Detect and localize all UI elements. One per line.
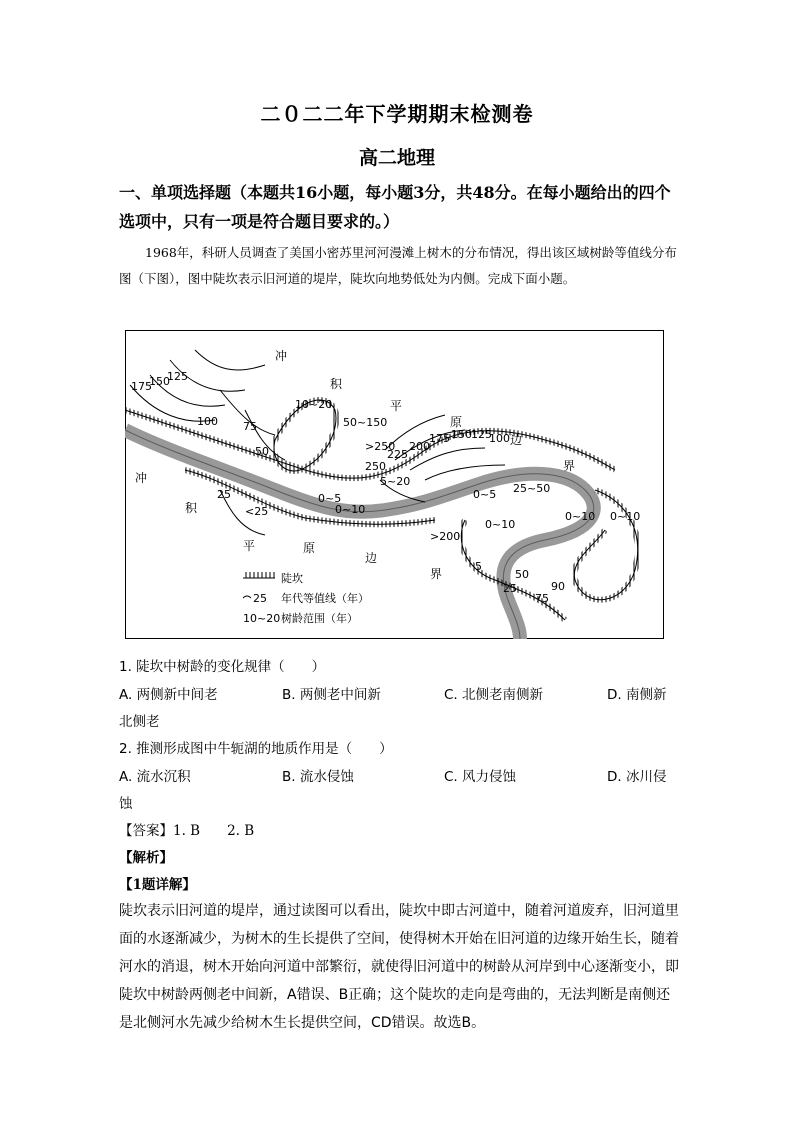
question-1-stem: 1. 陡坎中树龄的变化规律（ ） [119, 659, 326, 675]
region-label-chong-1: 冲 [275, 349, 288, 363]
age-range-label: 5~20 [380, 475, 411, 488]
contour-label: 50 [255, 445, 269, 458]
intro-paragraph: 1968年，科研人员调查了美国小密苏里河河漫滩上树木的分布情况，得出该区域树龄等值线分布图（下图），图中陡坎表示旧河道的堤岸，陡坎向地势低处为内侧。完成下面小题。 [119, 245, 677, 286]
region-label-ji-1: 积 [330, 377, 343, 391]
age-range-label: >250 [365, 440, 396, 453]
contour-label: 150 [149, 375, 170, 388]
age-range-label: 10~20 [295, 398, 333, 411]
contour-label: 100 [489, 432, 510, 445]
question-2-option-d[interactable]: D. 冰川侵 [607, 769, 667, 785]
detail-label: 【1题详解】 [119, 877, 196, 893]
region-label-chong-2: 冲 [135, 471, 148, 485]
question-2-option-c[interactable]: C. 风力侵蚀 [444, 769, 517, 785]
contour-label: 150 [451, 428, 472, 441]
age-range-label: 0~5 [318, 492, 342, 505]
contour-label: 25 [503, 582, 517, 595]
age-range-label: 0~5 [473, 488, 497, 501]
region-label-ji-2: 积 [185, 501, 198, 515]
explanation-text: 陡坎表示旧河道的堤岸，通过读图可以看出，陡坎中即古河道中，随着河道废弃，旧河道里面的水逐渐减少，为树木的生长提供了空间，使得树木开始在旧河道的边缘开始生长，随着河水的消退，树木开始向河道中部繁衍，就使得旧河道中的树龄从河岸到中心逐渐变小，即陡坎中树龄两侧老中间新，A错误、B正确；这个陡坎的走向是弯曲的，无法判断是南侧还是北侧河水先减少给树木生长提供空间，CD错误。故选B。 [119, 903, 679, 1031]
age-range-label: 0~10 [610, 510, 641, 523]
region-label-yuan-1: 原 [450, 415, 463, 429]
region-label-bian-1: 边 [510, 433, 523, 447]
question-2-option-b[interactable]: B. 流水侵蚀 [282, 769, 354, 785]
contour-label: 25 [217, 488, 231, 501]
contour-label: 200 [409, 440, 430, 453]
question-2-stem: 2. 推测形成图中牛轭湖的地质作用是（ ） [119, 741, 393, 757]
contour-label: 175 [131, 380, 152, 393]
region-label-jie-1: 界 [563, 459, 576, 473]
legend-age-sample: 10~20 [243, 612, 281, 625]
question-1-option-b[interactable]: B. 两侧老中间新 [282, 687, 381, 703]
legend-contour-sample: 25 [253, 592, 267, 605]
contour-label: 175 [429, 432, 450, 445]
question-1-option-d-wrap: 北侧老 [119, 714, 160, 730]
contour-label: 100 [197, 415, 218, 428]
contour-label: 75 [243, 420, 257, 433]
region-label-ping-1: 平 [390, 399, 403, 413]
contour-label: 75 [535, 592, 549, 605]
age-range-label: <25 [245, 505, 269, 518]
answer-line: 【答案】1. B 2. B [119, 823, 255, 839]
age-range-label: 0~10 [335, 503, 366, 516]
legend-scarp-label: 陡坎 [281, 572, 303, 585]
legend-age-label: 树龄范围（年） [281, 612, 358, 625]
page-subtitle: 高二地理 [358, 147, 435, 169]
page-title: 二０二二年下学期期末检测卷 [260, 102, 534, 126]
question-1-option-a[interactable]: A. 两侧新中间老 [119, 687, 218, 703]
contour-label: 50 [515, 568, 529, 581]
age-range-label: 0~10 [485, 518, 516, 531]
tree-age-contour-map [125, 330, 664, 639]
analysis-label: 【解析】 [119, 850, 173, 866]
contour-label: 250 [365, 460, 386, 473]
question-1-option-c[interactable]: C. 北侧老南侧新 [444, 687, 544, 703]
region-label-bian-2: 边 [365, 551, 378, 565]
age-range-label: 50~150 [343, 416, 388, 429]
contour-label: 5 [475, 560, 482, 573]
question-2-option-d-wrap: 蚀 [119, 796, 133, 812]
age-range-label: 25~50 [513, 482, 551, 495]
legend-contour-label: 年代等值线（年） [281, 592, 369, 605]
section-heading: 一、单项选择题（本题共16小题，每小题3分，共48分。在每小题给出的四个选项中，只有一项是符合题目要求的。） [119, 183, 671, 231]
age-range-label: >200 [430, 530, 461, 543]
question-1-option-d[interactable]: D. 南侧新 [607, 687, 667, 703]
contour-label: 125 [167, 370, 188, 383]
region-label-yuan-2: 原 [303, 541, 316, 555]
contour-label: 225 [387, 448, 408, 461]
contour-label: 90 [551, 580, 565, 593]
region-label-ping-2: 平 [243, 539, 256, 553]
contour-label: 125 [471, 428, 492, 441]
question-2-option-a[interactable]: A. 流水沉积 [119, 769, 191, 785]
region-label-jie-2: 界 [430, 567, 443, 581]
age-range-label: 0~10 [565, 510, 596, 523]
